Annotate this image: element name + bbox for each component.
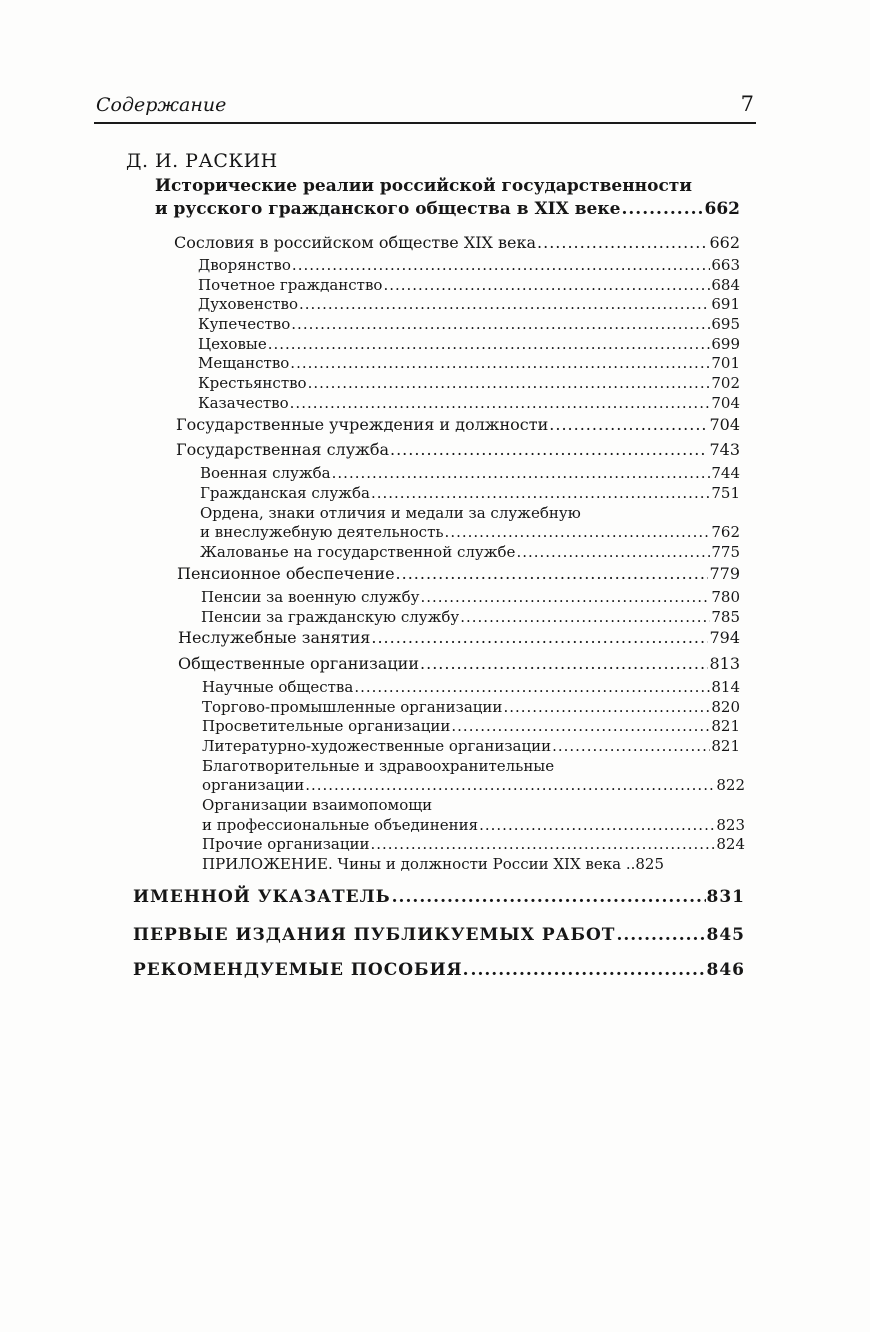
leader-dots [616, 925, 705, 945]
toc-entry-label: Сословия в российском обществе XIX века [174, 233, 537, 252]
toc-entry-recommended[interactable] [133, 960, 745, 980]
toc-entry-page: 701 [711, 354, 740, 372]
leader-dots [479, 816, 715, 834]
toc-entry-label: Торгово-промышленные организации [202, 698, 503, 716]
toc-entry-label-line1: Организации взаимопомощи [202, 796, 433, 814]
leader-dots [445, 523, 711, 541]
leader-dots [396, 564, 709, 583]
leader-dots [383, 276, 710, 294]
toc-entry-label: Неслужебные занятия [178, 628, 371, 647]
leader-dots [392, 887, 706, 907]
toc-entry-label: Пенсии за военную службу [201, 588, 420, 606]
toc-entry[interactable] [200, 484, 740, 504]
leader-dots [420, 654, 708, 673]
toc-entry[interactable] [198, 394, 740, 414]
toc-entry[interactable] [202, 698, 740, 718]
main-work-title-line1: Исторические реалии российской государственности [155, 176, 692, 196]
toc-entry[interactable] [174, 233, 740, 253]
toc-entry-label: Духовенство [198, 295, 299, 313]
toc-entry-page: 823 [716, 816, 745, 834]
running-header [94, 92, 756, 124]
leader-dots [268, 335, 711, 353]
header-title: Содержание [96, 94, 227, 116]
toc-entry-page: 825 [635, 855, 664, 873]
leader-dots [460, 608, 710, 626]
toc-entry-page: 743 [709, 440, 740, 459]
toc-entry[interactable] [202, 717, 740, 737]
toc-entry-label: Цеховые [198, 335, 267, 353]
toc-entry[interactable] [176, 415, 740, 435]
toc-entry-page: 814 [711, 678, 740, 696]
toc-entry-label: РЕКОМЕНДУЕМЫЕ ПОСОБИЯ. [133, 960, 470, 980]
toc-entry[interactable] [202, 816, 745, 836]
toc-entry-page: 704 [709, 415, 740, 434]
toc-entry[interactable] [198, 335, 740, 355]
toc-entry-page: 663 [711, 256, 740, 274]
toc-entry-page: 780 [711, 588, 740, 606]
toc-entry-label: и русского гражданского общества в XIX веке [155, 199, 621, 219]
toc-entry-label: Мещанство [198, 354, 290, 372]
toc-entry-label: Литературно-художественные организации [202, 737, 552, 755]
toc-entry-label: Купечество [198, 315, 291, 333]
toc-entry-page: 846 [706, 960, 745, 980]
leader-dots [308, 374, 711, 392]
leader-dots [332, 464, 711, 482]
toc-entry[interactable] [201, 608, 740, 628]
toc-entry[interactable] [198, 256, 740, 276]
leader-dots [305, 776, 715, 794]
toc-entry[interactable] [201, 588, 740, 608]
toc-entry-label: Государственная служба [176, 440, 389, 459]
toc-entry-label: Пенсионное обеспечение [177, 564, 395, 583]
toc-entry-page: 704 [711, 394, 740, 412]
page-number: 7 [740, 92, 754, 116]
toc-entry-label: организации [202, 776, 305, 794]
toc-entry-label: Почетное гражданство [198, 276, 383, 294]
toc-entry-label: и внеслужебную деятельность [200, 523, 444, 541]
toc-entry-page: 695 [711, 315, 740, 333]
toc-entry[interactable] [202, 776, 745, 796]
toc-entry[interactable] [198, 315, 740, 335]
toc-entry-label: и профессиональные объединения [202, 816, 479, 834]
toc-entry-page: 684 [711, 276, 740, 294]
toc-entry-page: 662 [709, 233, 740, 252]
toc-entry[interactable] [178, 628, 740, 648]
toc-entry-page: 845 [706, 925, 745, 945]
toc-entry-label: Жалованье на государственной службе [200, 543, 516, 561]
toc-entry[interactable] [198, 295, 740, 315]
toc-entry-page: 831 [706, 887, 745, 907]
toc-entry[interactable] [176, 440, 740, 460]
leader-dots [621, 199, 703, 219]
toc-entry-label: Научные общества [202, 678, 354, 696]
toc-entry-page: 785 [711, 608, 740, 626]
toc-entry-label: Пенсии за гражданскую службу [201, 608, 460, 626]
toc-entry-page: 813 [709, 654, 740, 673]
toc-entry-label: Общественные организации [178, 654, 420, 673]
toc-entry-name-index[interactable] [133, 887, 745, 907]
toc-entry[interactable] [200, 464, 740, 484]
toc-entry-main-work[interactable] [155, 199, 740, 219]
toc-entry-page: 821 [711, 737, 740, 755]
toc-entry[interactable] [177, 564, 740, 584]
leader-dots [354, 678, 710, 696]
toc-entry-page: 751 [711, 484, 740, 502]
leader-dots [371, 628, 708, 647]
leader-dots [290, 394, 711, 412]
toc-entry[interactable] [202, 678, 740, 698]
toc-entry-label: Военная служба [200, 464, 331, 482]
leader-dots [471, 960, 706, 980]
toc-entry-label: Казачество [198, 394, 289, 412]
toc-entry-label: Дворянство [198, 256, 291, 274]
toc-entry-page: 702 [711, 374, 740, 392]
toc-entry[interactable] [198, 276, 740, 296]
toc-entry-label: Государственные учреждения и должности [176, 415, 549, 434]
toc-entry-label: Гражданская служба [200, 484, 370, 502]
toc-entry[interactable] [198, 354, 740, 374]
toc-entry-label: Крестьянство [198, 374, 307, 392]
toc-entry-page: 821 [711, 717, 740, 735]
leader-dots [299, 295, 710, 313]
toc-entry-page: 699 [711, 335, 740, 353]
toc-entry-page: 779 [709, 564, 740, 583]
leader-dots [371, 484, 710, 502]
toc-entry-page: 775 [711, 543, 740, 561]
leader-dots [390, 440, 708, 459]
leader-dots [537, 233, 708, 252]
toc-entry-page: 794 [709, 628, 740, 647]
leader-dots [451, 717, 710, 735]
toc-entry[interactable] [202, 835, 745, 855]
toc-entry-page: 762 [711, 523, 740, 541]
leader-dots [552, 737, 710, 755]
author-name: Д. И. РАСКИН [126, 150, 278, 172]
toc-entry[interactable] [198, 374, 740, 394]
toc-entry-label: Просветительные организации [202, 717, 451, 735]
toc-entry[interactable] [202, 737, 740, 757]
toc-entry-page: 822 [716, 776, 745, 794]
toc-entry-page: 691 [711, 295, 740, 313]
toc-entry-appendix[interactable] [202, 855, 745, 875]
toc-entry-first-editions[interactable] [133, 925, 745, 945]
leader-dots [291, 315, 710, 333]
leader-dots [292, 256, 710, 274]
leader-dots [370, 835, 715, 853]
leader-dots [549, 415, 708, 434]
toc-entry-label: ПРИЛОЖЕНИЕ. Чины и должности России XIX века .. [202, 855, 636, 873]
leader-dots [420, 588, 710, 606]
toc-entry-page: 744 [711, 464, 740, 482]
toc-entry-page: 824 [716, 835, 745, 853]
toc-entry-label-line1: Ордена, знаки отличия и медали за служебную [200, 504, 581, 522]
leader-dots [503, 698, 710, 716]
leader-dots [516, 543, 710, 561]
toc-entry-label: Прочие организации [202, 835, 370, 853]
leader-dots [290, 354, 710, 372]
toc-entry-page: 820 [711, 698, 740, 716]
toc-entry-page: 662 [704, 199, 740, 219]
toc-entry[interactable] [200, 523, 740, 543]
toc-entry[interactable] [178, 654, 740, 674]
toc-entry-label: ПЕРВЫЕ ИЗДАНИЯ ПУБЛИКУЕМЫХ РАБОТ [133, 925, 616, 945]
toc-entry[interactable] [200, 543, 740, 563]
toc-entry-label: ИМЕННОЙ УКАЗАТЕЛЬ [133, 887, 391, 907]
toc-entry-label-line1: Благотворительные и здравоохранительные [202, 757, 555, 775]
